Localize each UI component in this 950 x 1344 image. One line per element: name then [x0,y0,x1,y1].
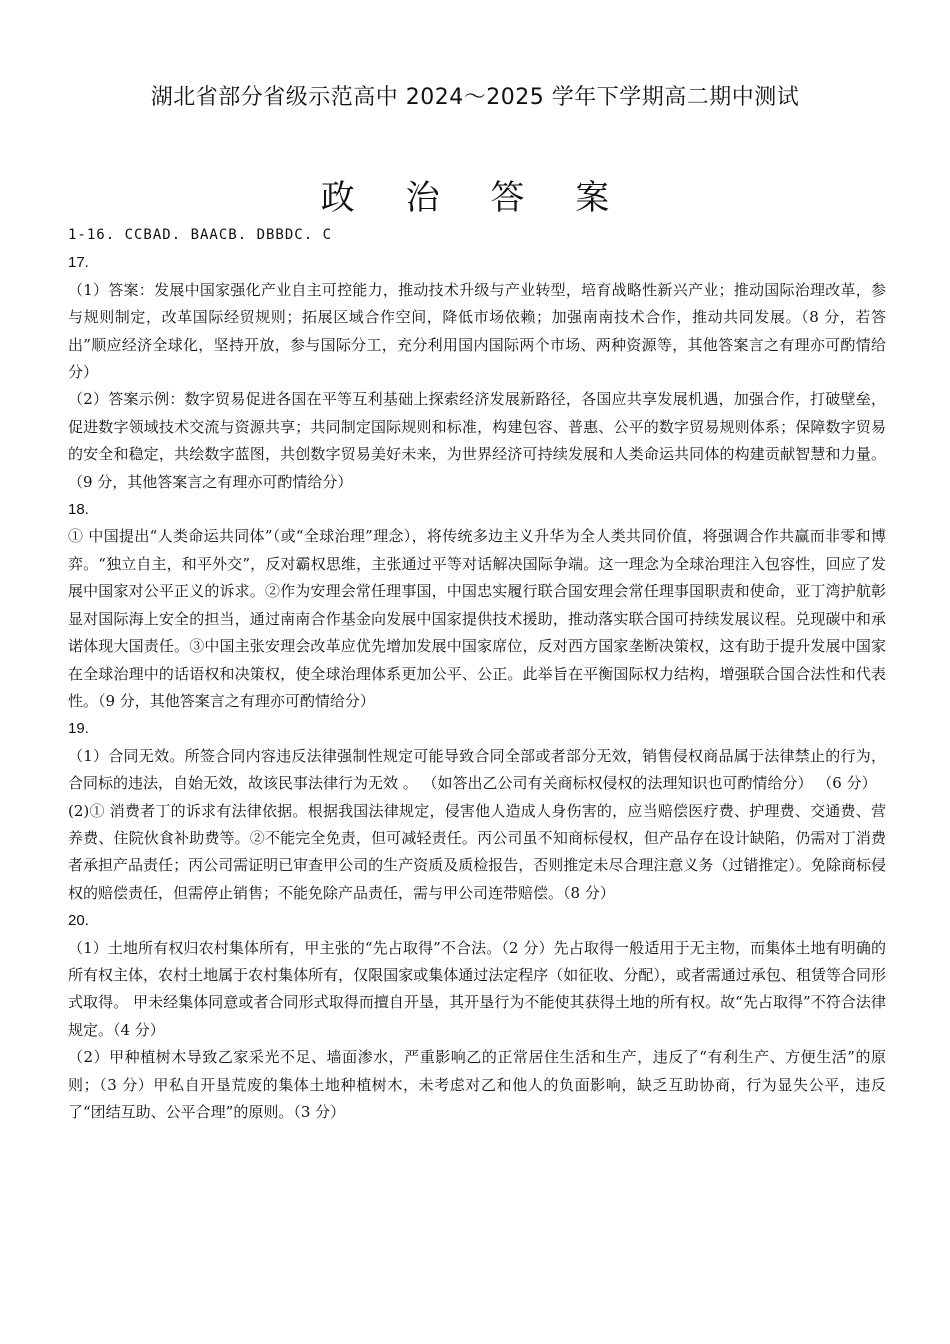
q19-part2: (2)① 消费者丁的诉求有法律依据。根据我国法律规定，侵害他人造成人身伤害的，应当赔偿医疗费、护理费、交通费、营养费、住院伙食补助费等。②不能完全免责，但可减轻责任。丙公司虽不知商标侵权，但产品存在设计缺陷，仍需对丁消费者承担产品责任；丙公司需证明已审查甲公司的生产资质及质检报告，否则推定未尽合理注意义务（过错推定）。免除商标侵权的赔偿责任，但需停止销售；不能免除产品责任，需与甲公司连带赔偿。（8 分） [68,801,886,902]
q20-part2: （2）甲种植树木导致乙家采光不足、墙面渗水，严重影响乙的正常居住生活和生产，违反了“有利生产、方便生活”的原则；（3 分）甲私自开垦荒废的集体土地种植树木，未考虑对乙和他人的负面影响，缺乏互助协商，行为显失公平，违反了“团结互助、公平合理”的原则。（3 分） [68,1048,886,1121]
answer-content [68,222,886,1126]
q17-part1: （1）答案：发展中国家强化产业自主可控能力，推动技术升级与产业转型，培育战略性新兴产业；推动国际治理改革，参与规则制定，改革国际经贸规则；拓展区域合作空间，降低市场依赖；加强南南技术合作，推动共同发展。（8 分，若答出”顺应经济全球化，坚持开放，参与国际分工，充分利用国内国际两个市场、两种资源等，其他答案言之有理亦可酌情给分） [68,280,886,382]
question-number-20: 20. [68,912,89,930]
question-number-17: 17. [68,254,89,272]
question-number-18: 18. [68,501,89,519]
question-number-19: 19. [68,720,89,738]
subject-title: 政 治 答 案 [320,178,630,218]
mcq-answers: 1-16. CCBAD. BAACB. DBBDC. C [68,227,333,243]
q18-answer: ① 中国提出“人类命运共同体”（或“全球治理”理念），将传统多边主义升华为全人类共同价值，将强调合作共赢而非零和博弈。“独立自主，和平外交”，反对霸权思维，主张通过平等对话解决国际争端。这一理念为全球治理注入包容性，回应了发展中国家对公平正义的诉求。②作为安理会常任理事国，中国忠实履行联合国安理会常任理事国职责和使命，亚丁湾护航彰显对国际海上安全的担当，通过南南合作基金向发展中国家提供技术援助，推动落实联合国可持续发展议程。兑现碳中和承诺体现大国责任。③中国主张安理会改革应优先增加发展中国家席位，反对西方国家垄断决策权，这有助于提升发展中国家在全球治理中的话语权和决策权，使全球治理体系更加公平、公正。此举旨在平衡国际权力结构，增强联合国合法性和代表性。（9 分，其他答案言之有理亦可酌情给分） [68,527,886,710]
q17-part2: （2）答案示例：数字贸易促进各国在平等互利基础上探索经济发展新路径，各国应共享发展机遇，加强合作，打破壁垒，促进数字领域技术交流与资源共享；共同制定国际规则和标准，构建包容、普惠、公平的数字贸易规则体系；保障数字贸易的安全和稳定，共绘数字蓝图，共创数字贸易美好未来，为世界经济可持续发展和人类命运共同体的构建贡献智慧和力量。（9 分，其他答案言之有理亦可酌情给分） [68,390,886,491]
q19-part1: （1）合同无效。所签合同内容违反法律强制性规定可能导致合同全部或者部分无效，销售侵权商品属于法律禁止的行为，合同标的违法，自始无效，故该民事法律行为无效 。 （如答出乙公司有关商标权侵权的法理知识也可酌情给分） （6 分） [68,746,886,793]
exam-header-title: 湖北省部分省级示范高中 2024～2025 学年下学期高二期中测试 [150,85,800,110]
q20-part1: （1）土地所有权归农村集体所有，甲主张的“先占取得”不合法。（2 分）先占取得一般适用于无主物，而集体土地有明确的所有权主体，农村土地属于农村集体所有，仅限国家或集体通过法定程序（如征收、分配），或者需通过承包、租赁等合同形式取得。 甲未经集体同意或者合同形式取得而擅自开垦，其开垦行为不能使其获得土地的所有权。故“先占取得”不符合法律规定。（4 分） [68,938,886,1039]
